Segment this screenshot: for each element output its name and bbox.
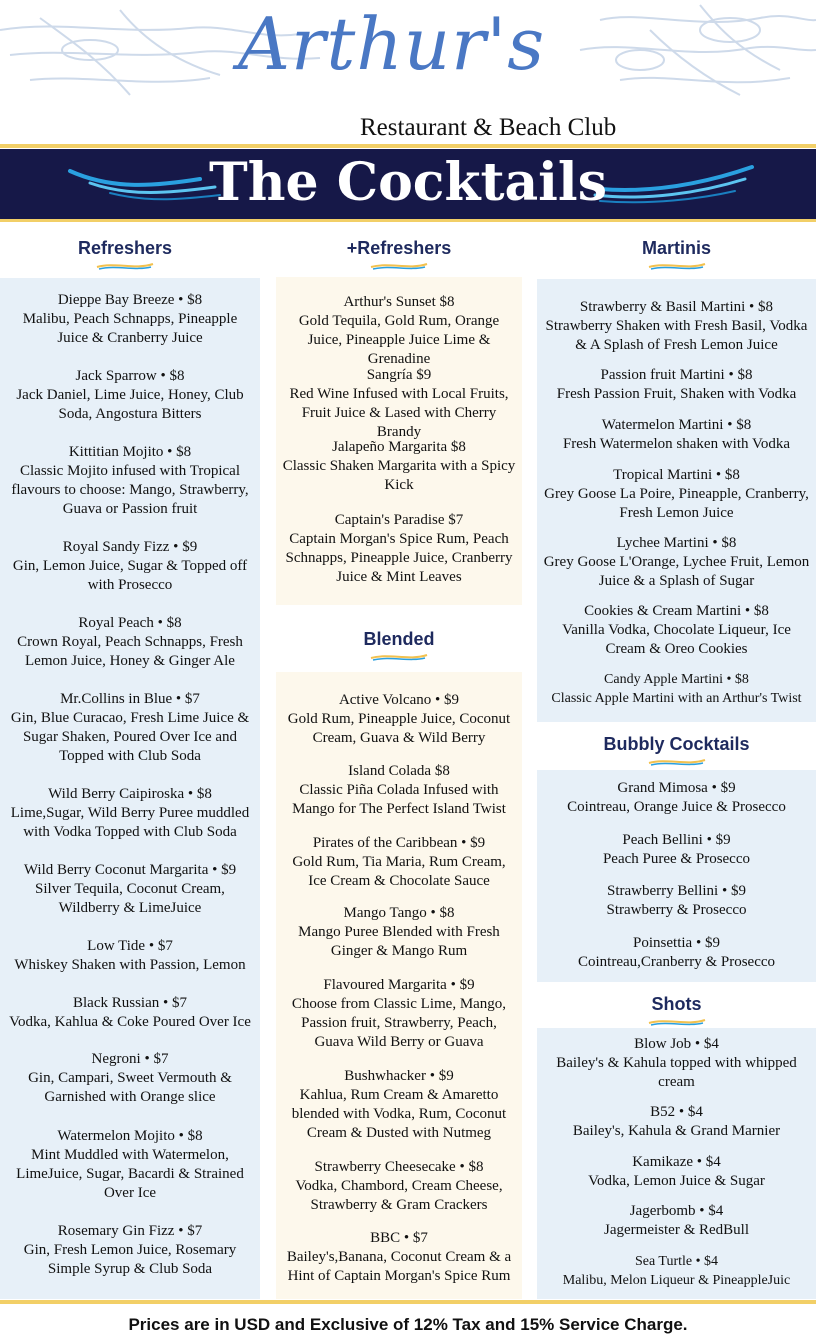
list-item — [276, 1229, 522, 1286]
panel-plus-refreshers — [276, 277, 522, 605]
list-item — [276, 1158, 522, 1215]
swoosh-icon — [95, 262, 155, 270]
list-item — [0, 538, 260, 595]
list-item — [537, 602, 816, 659]
item-name: Island Colada $8 — [348, 763, 450, 779]
item-desc: Captain Morgan's Spice Rum, Peach Schnapps, Pineapple Juice, Cranberry Juice & Mint Leaves — [285, 531, 513, 585]
list-item — [537, 1103, 816, 1141]
item-name: Captain's Paradise $7 — [334, 512, 464, 528]
item-name: Peach Bellini • $9 — [622, 832, 731, 848]
item-name: Sea Turtle • $4 — [634, 1254, 719, 1269]
item-desc: Silver Tequila, Coconut Cream, Wildberry & LimeJuice — [35, 881, 225, 916]
list-item — [537, 366, 816, 404]
heading-plus-refreshers — [276, 238, 522, 270]
item-desc: Mango Puree Blended with Fresh Ginger & Mango Rum — [298, 924, 500, 959]
panel-martinis — [537, 279, 816, 722]
item-name: Wild Berry Coconut Margarita • $9 — [23, 862, 237, 878]
item-desc: Classic Shaken Margarita with a Spicy Kick — [282, 458, 516, 493]
list-item — [537, 831, 816, 869]
item-name: Poinsettia • $9 — [633, 935, 720, 951]
panel-refreshers — [0, 278, 260, 1299]
list-item — [276, 976, 522, 1052]
item-desc: Fresh Watermelon shaken with Vodka — [562, 436, 791, 452]
heading-martinis-label: Martinis — [641, 238, 711, 258]
heading-martinis — [537, 238, 816, 270]
heading-blended-label: Blended — [363, 629, 435, 649]
heading-shots-label: Shots — [651, 994, 702, 1014]
heading-refreshers — [0, 238, 250, 270]
list-item — [537, 1202, 816, 1240]
item-name: B52 • $4 — [650, 1104, 703, 1120]
item-name: Strawberry Cheesecake • $8 — [314, 1159, 484, 1175]
item-name: Lychee Martini • $8 — [616, 535, 737, 551]
item-desc: Classic Apple Martini with an Arthur's Twist — [551, 691, 802, 706]
heading-bubbly-cocktails — [537, 734, 816, 766]
price-disclaimer: Prices are in USD and Exclusive of 12% Tax and 15% Service Charge. — [128, 1315, 688, 1334]
list-item — [537, 779, 816, 817]
list-item — [537, 1153, 816, 1191]
list-item — [537, 466, 816, 523]
list-item — [0, 785, 260, 842]
panel-bubbly — [537, 770, 816, 982]
list-item — [537, 534, 816, 591]
list-item — [276, 691, 522, 748]
list-item — [537, 1252, 816, 1290]
item-name: Mango Tango • $8 — [343, 905, 455, 921]
item-desc: Classic Piña Colada Infused with Mango for The Perfect Island Twist — [292, 782, 506, 817]
item-desc: Vodka, Lemon Juice & Sugar — [588, 1173, 765, 1189]
item-name: Flavoured Margarita • $9 — [323, 977, 475, 993]
item-name: BBC • $7 — [370, 1230, 428, 1246]
item-desc: Kahlua, Rum Cream & Amaretto blended with Vodka, Rum, Coconut Cream & Dusted with Nutmeg — [291, 1087, 507, 1141]
item-name: Negroni • $7 — [91, 1051, 169, 1067]
item-name: Royal Peach • $8 — [78, 615, 182, 631]
item-desc: Choose from Classic Lime, Mango, Passion fruit, Strawberry, Peach, Guava Wild Berry or Guava — [291, 996, 507, 1050]
list-item — [276, 834, 522, 891]
list-item — [0, 994, 260, 1032]
item-desc: Crown Royal, Peach Schnapps, Fresh Lemon Juice, Honey & Ginger Ale — [17, 634, 243, 669]
list-item — [537, 1035, 816, 1092]
item-desc: Bailey's,Banana, Coconut Cream & a Hint of Captain Morgan's Spice Rum — [286, 1249, 512, 1284]
item-desc: Gold Rum, Tia Maria, Rum Cream, Ice Cream & Chocolate Sauce — [292, 854, 506, 889]
list-item — [276, 762, 522, 819]
item-name: Strawberry & Basil Martini • $8 — [579, 299, 774, 315]
item-desc: Vanilla Vodka, Chocolate Liqueur, Ice Cream & Oreo Cookies — [562, 622, 791, 657]
list-item — [0, 443, 260, 519]
list-item — [537, 882, 816, 920]
item-name: Royal Sandy Fizz • $9 — [62, 539, 198, 555]
item-name: Grand Mimosa • $9 — [617, 780, 736, 796]
item-desc: Vodka, Chambord, Cream Cheese, Strawberry & Gram Crackers — [295, 1178, 503, 1213]
list-item — [537, 298, 816, 355]
item-desc: Strawberry & Prosecco — [606, 902, 747, 918]
item-name: Passion fruit Martini • $8 — [600, 367, 753, 383]
panel-shots — [537, 1028, 816, 1299]
item-desc: Gold Tequila, Gold Rum, Orange Juice, Pineapple Juice Lime & Grenadine — [298, 313, 500, 367]
item-desc: Vodka, Kahlua & Coke Poured Over Ice — [9, 1014, 251, 1030]
list-item — [276, 293, 522, 369]
list-item — [276, 511, 522, 587]
item-desc: Malibu, Melon Liqueur & PineappleJuic — [562, 1273, 791, 1288]
heading-refreshers-label: Refreshers — [77, 238, 173, 258]
panel-blended — [276, 672, 522, 1299]
item-name: Kittitian Mojito • $8 — [68, 444, 192, 460]
list-item — [276, 904, 522, 961]
item-name: Blow Job • $4 — [634, 1036, 719, 1052]
gold-divider-under-title — [0, 219, 816, 222]
item-desc: Bailey's, Kahula & Grand Marnier — [572, 1123, 781, 1139]
list-item — [276, 1067, 522, 1143]
item-desc: Grey Goose La Poire, Pineapple, Cranberry, Fresh Lemon Juice — [544, 486, 809, 521]
brand-subtitle: Restaurant & Beach Club — [360, 114, 617, 141]
heading-shots — [537, 994, 816, 1026]
item-name: Candy Apple Martini • $8 — [604, 672, 749, 687]
list-item — [0, 690, 260, 766]
list-item — [0, 367, 260, 424]
list-item — [537, 416, 816, 454]
gold-divider-top — [0, 144, 816, 148]
item-desc: Gold Rum, Pineapple Juice, Coconut Cream, Guava & Wild Berry — [287, 711, 511, 746]
item-desc: Gin, Lemon Juice, Sugar & Topped off with Prosecco — [12, 558, 248, 593]
item-name: Arthur's Sunset $8 — [343, 294, 455, 310]
item-desc: Lime,Sugar, Wild Berry Puree muddled with Vodka Topped with Club Soda — [10, 805, 250, 840]
swoosh-icon — [369, 653, 429, 661]
item-name: Active Volcano • $9 — [338, 692, 460, 708]
swoosh-icon — [647, 1018, 707, 1026]
item-name: Low Tide • $7 — [87, 938, 173, 954]
list-item — [0, 1222, 260, 1279]
item-name: Jack Sparrow • $8 — [75, 368, 185, 384]
menu-header — [0, 0, 816, 148]
list-item — [276, 366, 522, 442]
heading-bubbly-label: Bubbly Cocktails — [603, 734, 750, 754]
item-name: Tropical Martini • $8 — [613, 467, 740, 483]
item-desc: Malibu, Peach Schnapps, Pineapple Juice & Cranberry Juice — [22, 311, 238, 346]
item-desc: Cointreau,Cranberry & Prosecco — [577, 954, 776, 970]
item-desc: Classic Mojito infused with Tropical flavours to choose: Mango, Strawberry, Guava or Passion fruit — [11, 463, 249, 517]
list-item — [0, 937, 260, 975]
item-desc: Red Wine Infused with Local Fruits, Fruit Juice & Lased with Cherry Brandy — [289, 386, 509, 440]
item-desc: Jagermeister & RedBull — [604, 1222, 749, 1238]
item-name: Wild Berry Caipiroska • $8 — [48, 786, 212, 802]
item-desc: Whiskey Shaken with Passion, Lemon — [14, 957, 246, 973]
item-desc: Mint Muddled with Watermelon, LimeJuice, Sugar, Bacardi & Strained Over Ice — [16, 1147, 244, 1201]
item-desc: Strawberry Shaken with Fresh Basil, Vodka & A Splash of Fresh Lemon Juice — [545, 318, 808, 353]
swoosh-icon — [647, 758, 707, 766]
item-name: Rosemary Gin Fizz • $7 — [57, 1223, 203, 1239]
item-name: Watermelon Mojito • $8 — [57, 1128, 203, 1144]
item-desc: Gin, Blue Curacao, Fresh Lime Juice & Sugar Shaken, Poured Over Ice and Topped with Club Soda — [10, 710, 250, 764]
item-desc: Gin, Campari, Sweet Vermouth & Garnished with Orange slice — [28, 1070, 232, 1105]
item-name: Sangría $9 — [366, 367, 432, 383]
item-name: Watermelon Martini • $8 — [601, 417, 752, 433]
heading-plus-refreshers-label: +Refreshers — [346, 238, 452, 258]
brand-logo: Arthur's — [238, 2, 546, 86]
item-desc: Fresh Passion Fruit, Shaken with Vodka — [556, 386, 797, 402]
gold-divider-bottom — [0, 1300, 816, 1304]
item-desc: Cointreau, Orange Juice & Prosecco — [567, 799, 786, 815]
list-item — [537, 670, 816, 708]
list-item — [276, 438, 522, 495]
list-item — [0, 291, 260, 348]
item-name: Jalapeño Margarita $8 — [332, 439, 466, 455]
list-item — [0, 861, 260, 918]
list-item — [537, 934, 816, 972]
item-name: Jagerbomb • $4 — [629, 1203, 724, 1219]
item-name: Kamikaze • $4 — [632, 1154, 721, 1170]
list-item — [0, 614, 260, 671]
item-desc: Grey Goose L'Orange, Lychee Fruit, Lemon Juice & a Splash of Sugar — [543, 554, 810, 589]
item-name: Mr.Collins in Blue • $7 — [60, 691, 200, 707]
item-name: Pirates of the Caribbean • $9 — [312, 835, 486, 851]
item-name: Strawberry Bellini • $9 — [607, 883, 746, 899]
list-item — [0, 1127, 260, 1203]
item-desc: Peach Puree & Prosecco — [602, 851, 751, 867]
item-desc: Bailey's & Kahula topped with whipped cream — [556, 1055, 797, 1090]
item-desc: Gin, Fresh Lemon Juice, Rosemary Simple Syrup & Club Soda — [23, 1242, 237, 1277]
page-title: The Cocktails — [209, 152, 607, 213]
list-item — [0, 1050, 260, 1107]
heading-blended — [276, 629, 522, 661]
swoosh-icon — [369, 262, 429, 270]
swoosh-icon — [647, 262, 707, 270]
item-name: Cookies & Cream Martini • $8 — [584, 603, 769, 619]
item-desc: Jack Daniel, Lime Juice, Honey, Club Soda, Angostura Bitters — [16, 387, 244, 422]
item-name: Bushwhacker • $9 — [344, 1068, 454, 1084]
item-name: Black Russian • $7 — [73, 995, 187, 1011]
item-name: Dieppe Bay Breeze • $8 — [57, 292, 203, 308]
